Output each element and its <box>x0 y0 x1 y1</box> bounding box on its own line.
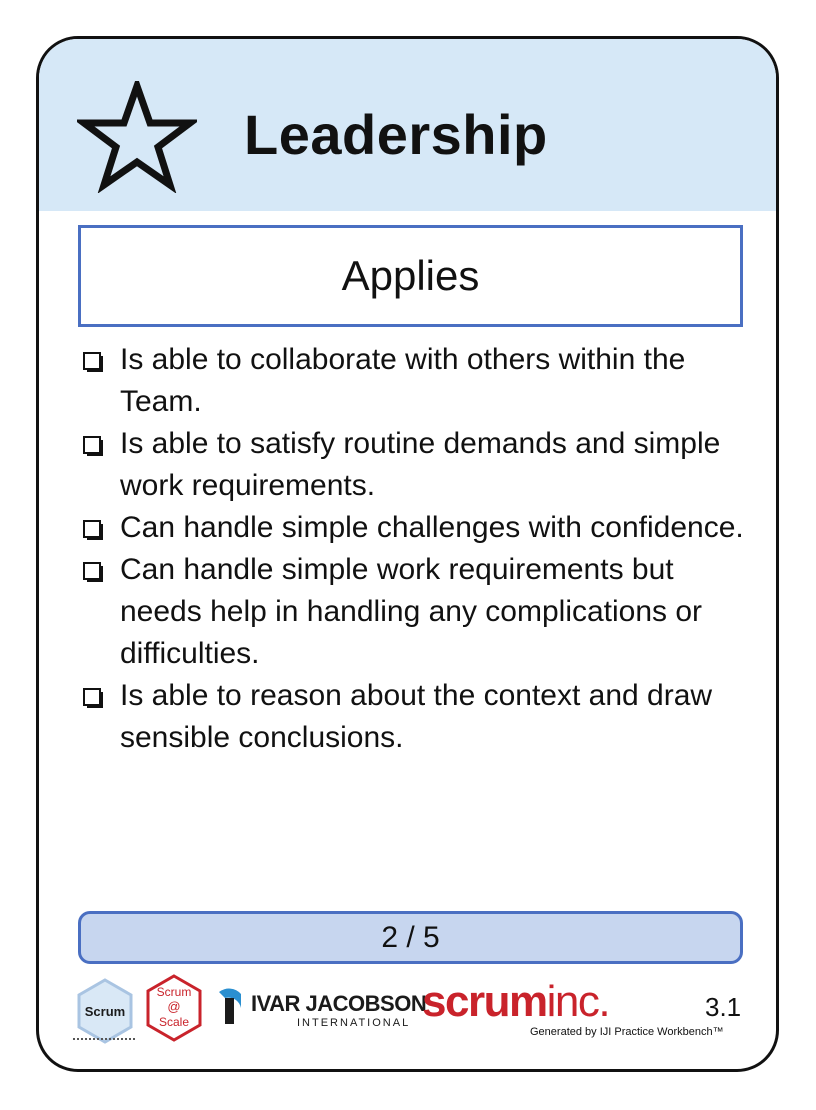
checklist-item <box>77 507 747 549</box>
scale-logo-line1: Scrum <box>156 985 192 999</box>
checklist-item-text: Can handle simple challenges with confidence. <box>120 511 744 544</box>
checkbox-icon[interactable] <box>83 520 101 538</box>
checkbox-icon[interactable] <box>83 688 101 706</box>
scrum-logo <box>75 977 135 1047</box>
checklist-item-text: Can handle simple work requirements but needs help in handling any complications or difficulties. <box>120 553 703 670</box>
checklist-item <box>77 423 747 507</box>
practice-card <box>36 36 779 1072</box>
level-progress-label: 2 / 5 <box>381 920 440 954</box>
divider <box>73 1038 135 1040</box>
checklist <box>77 339 747 759</box>
scrum-logo-text: Scrum <box>84 1004 126 1019</box>
level-box <box>78 225 743 327</box>
ivar-jacobson-mark-icon <box>211 986 245 1026</box>
ivar-jacobson-sub: INTERNATIONAL <box>297 1017 411 1029</box>
card-header <box>39 39 776 211</box>
scrum-at-scale-logo <box>145 974 203 1042</box>
ivar-jacobson-name: IVAR JACOBSON <box>251 991 427 1016</box>
level-label: Applies <box>341 252 480 299</box>
checkbox-icon[interactable] <box>83 436 101 454</box>
checklist-item <box>77 339 747 423</box>
card-version: 3.1 <box>705 992 742 1022</box>
checklist-item <box>77 675 747 759</box>
checklist-item <box>77 549 747 675</box>
checkbox-icon[interactable] <box>83 562 101 580</box>
checklist-item-text: Is able to satisfy routine demands and simple work requirements. <box>120 427 721 502</box>
checklist-item-text: Is able to reason about the context and draw sensible conclusions. <box>120 679 713 754</box>
checkbox-icon[interactable] <box>83 352 101 370</box>
star-icon <box>77 81 197 193</box>
card-footer <box>39 974 776 1072</box>
ivar-jacobson-logo <box>211 986 427 1034</box>
scale-logo-line3: Scale <box>158 1015 190 1029</box>
level-progress <box>78 911 743 964</box>
scruminc-logo-suffix: inc. <box>546 977 610 1026</box>
scruminc-logo <box>422 977 610 1026</box>
scale-logo-line2: @ <box>167 999 181 1014</box>
generated-by: Generated by IJI Practice Workbench™ <box>530 1026 724 1038</box>
checklist-item-text: Is able to collaborate with others within the Team. <box>120 343 686 418</box>
card-title: Leadership <box>244 103 548 166</box>
scruminc-logo-main: scrum <box>422 977 547 1026</box>
